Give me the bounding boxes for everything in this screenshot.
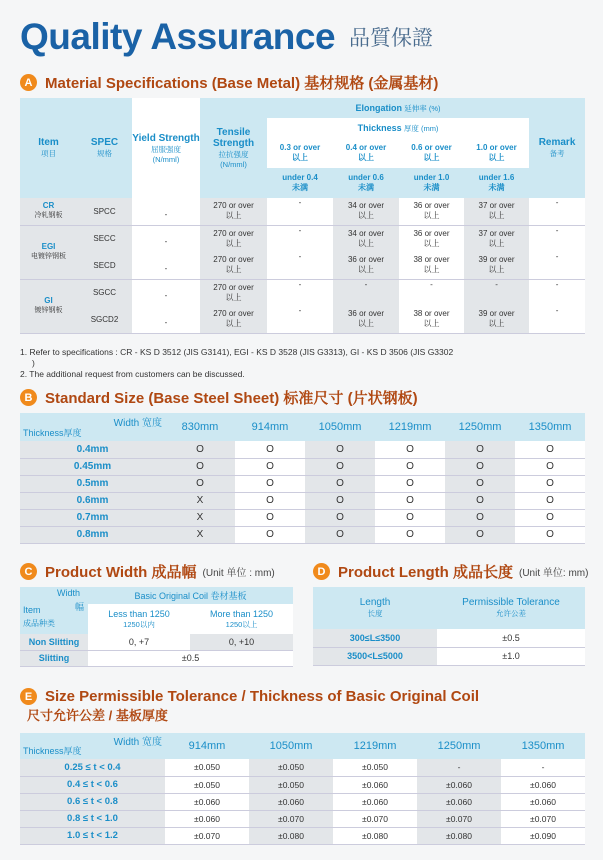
thickness-cell: 0.6mm bbox=[20, 492, 165, 509]
header-corner bbox=[20, 587, 88, 634]
elong-cell: 34 or over 以上 bbox=[333, 198, 399, 225]
width-header: 1050mm bbox=[269, 740, 313, 752]
yield-cell: - bbox=[132, 198, 200, 225]
tolerance-cell: ±0.070 bbox=[417, 810, 501, 827]
tolerance-cell: ±0.050 bbox=[249, 776, 333, 793]
section-d-badge: D bbox=[313, 563, 330, 580]
spec-cell: SECD bbox=[77, 252, 132, 279]
availability-cell: O bbox=[305, 492, 375, 509]
tolerance-cell: ±0.060 bbox=[165, 810, 249, 827]
tolerance-cell: ±0.070 bbox=[501, 810, 585, 827]
section-a-header bbox=[20, 72, 438, 93]
remark-cell: - bbox=[529, 225, 585, 252]
tensile-cell: 270 or over 以上 bbox=[200, 279, 267, 306]
elong-cell: 37 or over 以上 bbox=[464, 225, 529, 252]
elong-cell: 39 or over 以上 bbox=[464, 306, 529, 333]
availability-cell: O bbox=[235, 441, 305, 458]
availability-cell: O bbox=[305, 458, 375, 475]
less-header: Less than 1250 1250以内 bbox=[88, 604, 190, 634]
tensile-cell: 270 or over 以上 bbox=[200, 306, 267, 333]
header-range-4: 1.0 or over 以上 bbox=[464, 138, 529, 168]
spec-cell: SPCC bbox=[77, 198, 132, 225]
thickness-cell: 0.7mm bbox=[20, 509, 165, 526]
table-row: Non Slitting 0, +7 0, +10 bbox=[20, 634, 293, 650]
table-row bbox=[20, 827, 585, 844]
tensile-cell: 270 or over 以上 bbox=[200, 198, 267, 225]
width-header: 1250mm bbox=[437, 740, 481, 752]
coil-header: Basic Original Coil 卷材基板 bbox=[134, 591, 247, 601]
remark-cell: - bbox=[529, 306, 585, 333]
table-row: 3500<L≤5000 ±1.0 bbox=[313, 647, 585, 665]
thickness-cell: 0.8mm bbox=[20, 526, 165, 543]
availability-cell: O bbox=[375, 526, 445, 543]
tolerance-table bbox=[20, 733, 585, 845]
section-b-badge: B bbox=[20, 389, 37, 406]
tolerance-cell: ±0.060 bbox=[501, 793, 585, 810]
note-2: 2. The additional request from customers can be discussed. bbox=[20, 369, 245, 379]
group-cr: CR 冷轧钢板 bbox=[20, 198, 77, 225]
availability-cell: X bbox=[165, 492, 235, 509]
table-row bbox=[20, 793, 585, 810]
availability-cell: O bbox=[515, 458, 585, 475]
elong-cell: 36 or over 以上 bbox=[399, 198, 464, 225]
tolerance-cell: ±0.080 bbox=[333, 827, 417, 844]
note-1: 1. Refer to specifications : CR - KS D 3512 (JIS G3141), EGI - KS D 3528 (JIS G3313), GI - KS D 3506 (JIS G3302 bbox=[20, 347, 454, 357]
availability-cell: O bbox=[445, 458, 515, 475]
availability-cell: X bbox=[165, 526, 235, 543]
note-1-cont: ) bbox=[32, 358, 35, 368]
remark-cell: - bbox=[529, 198, 585, 225]
elong-cell: 34 or over 以上 bbox=[333, 225, 399, 252]
availability-cell: O bbox=[305, 509, 375, 526]
item-cn-label: 成品种类 bbox=[23, 619, 55, 628]
thickness-range-cell: 0.6 ≤ t < 0.8 bbox=[20, 793, 165, 810]
tolerance-cell: ±0.080 bbox=[417, 827, 501, 844]
section-d-header bbox=[313, 561, 588, 582]
title-cn: 品質保證 bbox=[349, 27, 434, 50]
availability-cell: O bbox=[235, 509, 305, 526]
table-row bbox=[20, 475, 585, 492]
tolerance-cell: ±0.070 bbox=[249, 810, 333, 827]
thickness-cell: 0.45mm bbox=[20, 458, 165, 475]
group-egi: EGI 电镀锌钢板 bbox=[20, 225, 77, 279]
availability-cell: O bbox=[305, 475, 375, 492]
elong-cell: - bbox=[267, 198, 333, 225]
header-range-2: 0.4 or over 以上 bbox=[333, 138, 399, 168]
tolerance-header: Permissible Tolerance 允许公差 bbox=[462, 597, 560, 618]
tolerance-cell: ±0.060 bbox=[249, 793, 333, 810]
material-spec-table bbox=[20, 98, 585, 334]
width-header: 830mm bbox=[181, 421, 219, 433]
section-d-title: Product Length 成品长度 bbox=[338, 564, 513, 581]
availability-cell: O bbox=[235, 475, 305, 492]
thickness-range-cell: 0.4 ≤ t < 0.6 bbox=[20, 776, 165, 793]
width-header: 914mm bbox=[188, 740, 226, 752]
elong-cell: - bbox=[267, 225, 333, 252]
tolerance-cell: ±0.060 bbox=[165, 793, 249, 810]
tensile-cell: 270 or over 以上 bbox=[200, 225, 267, 252]
elong-cell: 36 or over 以上 bbox=[333, 306, 399, 333]
header-item: Item 项目 bbox=[20, 98, 77, 198]
table-row bbox=[20, 458, 585, 475]
header-range-1: 0.3 or over 以上 bbox=[267, 138, 333, 168]
width-label: Width 宽度 bbox=[113, 418, 162, 429]
spec-notes bbox=[20, 347, 453, 380]
tolerance-cell: ±0.060 bbox=[501, 776, 585, 793]
yield-cell: - bbox=[132, 306, 200, 333]
availability-cell: O bbox=[445, 526, 515, 543]
width-header: 1250mm bbox=[458, 421, 502, 433]
availability-cell: X bbox=[165, 509, 235, 526]
table-row bbox=[20, 509, 585, 526]
spec-cell: SECC bbox=[77, 225, 132, 252]
product-width-table bbox=[20, 587, 293, 667]
remark-cell: - bbox=[529, 279, 585, 306]
elong-cell: - bbox=[333, 279, 399, 306]
length-header: Length 长度 bbox=[359, 597, 391, 618]
header-under-2: under 0.6 未满 bbox=[333, 168, 399, 198]
availability-cell: O bbox=[165, 475, 235, 492]
tolerance-cell: ±0.070 bbox=[333, 810, 417, 827]
availability-cell: O bbox=[445, 441, 515, 458]
standard-size-table bbox=[20, 413, 585, 544]
yield-cell: - bbox=[132, 225, 200, 252]
section-c-header bbox=[20, 561, 275, 582]
width-header: 1219mm bbox=[353, 740, 397, 752]
availability-cell: O bbox=[375, 475, 445, 492]
width-header: 1350mm bbox=[521, 740, 565, 752]
availability-cell: O bbox=[305, 441, 375, 458]
tolerance-cell: ±0.060 bbox=[417, 776, 501, 793]
tolerance-cell: ±0.090 bbox=[501, 827, 585, 844]
thickness-cell: 0.5mm bbox=[20, 475, 165, 492]
elong-cell: 38 or over 以上 bbox=[399, 306, 464, 333]
spec-cell: SGCC bbox=[77, 279, 132, 306]
availability-cell: O bbox=[165, 441, 235, 458]
tolerance-cell: ±0.050 bbox=[249, 759, 333, 776]
elong-cell: 36 or over 以上 bbox=[399, 225, 464, 252]
availability-cell: O bbox=[235, 526, 305, 543]
thickness-label: Thickness厚度 bbox=[23, 746, 82, 756]
tolerance-cell: ±0.060 bbox=[417, 793, 501, 810]
tensile-cell: 270 or over 以上 bbox=[200, 252, 267, 279]
tolerance-cell: ±0.080 bbox=[249, 827, 333, 844]
section-a-badge: A bbox=[20, 74, 37, 91]
elong-cell: - bbox=[399, 279, 464, 306]
width-header: 1050mm bbox=[318, 421, 362, 433]
section-a-title: Material Specifications (Base Metal) 基材规格 (金属基材) bbox=[45, 75, 439, 92]
section-b-header bbox=[20, 387, 418, 408]
tolerance-cell: - bbox=[417, 759, 501, 776]
table-row: Slitting ±0.5 bbox=[20, 650, 293, 666]
section-c-unit: (Unit 单位 : mm) bbox=[202, 568, 275, 579]
thickness-cell: 0.4mm bbox=[20, 441, 165, 458]
table-row bbox=[20, 441, 585, 458]
thickness-range-cell: 0.8 ≤ t < 1.0 bbox=[20, 810, 165, 827]
tolerance-cell: ±0.060 bbox=[333, 776, 417, 793]
yield-cell: - bbox=[132, 279, 200, 306]
elong-cell: - bbox=[267, 306, 333, 333]
availability-cell: O bbox=[445, 492, 515, 509]
thickness-range-cell: 1.0 ≤ t < 1.2 bbox=[20, 827, 165, 844]
availability-cell: O bbox=[165, 458, 235, 475]
header-range-3: 0.6 or over 以上 bbox=[399, 138, 464, 168]
elong-cell: 39 or over 以上 bbox=[464, 252, 529, 279]
header-remark: Remark 备考 bbox=[529, 98, 585, 198]
header-under-3: under 1.0 未满 bbox=[399, 168, 464, 198]
section-b-title: Standard Size (Base Steel Sheet) 标准尺寸 (片状钢板) bbox=[45, 390, 418, 407]
table-row bbox=[20, 776, 585, 793]
section-e-title-cn: 尺寸允许公差 / 基板厚度 bbox=[27, 708, 168, 723]
availability-cell: O bbox=[235, 492, 305, 509]
availability-cell: O bbox=[305, 526, 375, 543]
page-title bbox=[20, 10, 433, 58]
item-label: Item bbox=[23, 605, 41, 615]
section-d-unit: (Unit 单位: mm) bbox=[519, 568, 589, 579]
width-header: 914mm bbox=[251, 421, 289, 433]
availability-cell: O bbox=[515, 475, 585, 492]
product-length-table bbox=[313, 587, 585, 666]
availability-cell: O bbox=[515, 509, 585, 526]
header-tensile: Tensile Strength 拉抗强度 (N/mml) bbox=[200, 98, 267, 198]
elong-cell: - bbox=[267, 252, 333, 279]
table-row bbox=[20, 759, 585, 776]
table-row bbox=[20, 526, 585, 543]
tolerance-cell: ±0.050 bbox=[165, 759, 249, 776]
title-en: Quality Assurance bbox=[20, 16, 336, 57]
availability-cell: O bbox=[375, 492, 445, 509]
elong-cell: 36 or over 以上 bbox=[333, 252, 399, 279]
table-row bbox=[20, 492, 585, 509]
availability-cell: O bbox=[515, 441, 585, 458]
section-c-badge: C bbox=[20, 563, 37, 580]
width-header: 1350mm bbox=[528, 421, 572, 433]
remark-cell: - bbox=[529, 252, 585, 279]
tolerance-cell: ±0.050 bbox=[333, 759, 417, 776]
width-header: 1219mm bbox=[388, 421, 432, 433]
availability-cell: O bbox=[375, 509, 445, 526]
header-elongation: Elongation 延伸率 (%) bbox=[267, 98, 529, 118]
elong-cell: - bbox=[267, 279, 333, 306]
fu-label: 幅 bbox=[74, 602, 84, 612]
yield-cell: - bbox=[132, 252, 200, 279]
availability-cell: O bbox=[375, 441, 445, 458]
header-corner bbox=[20, 733, 165, 759]
width-label: Width bbox=[56, 588, 80, 598]
width-label: Width 宽度 bbox=[113, 737, 162, 748]
elong-cell: 38 or over 以上 bbox=[399, 252, 464, 279]
availability-cell: O bbox=[515, 526, 585, 543]
tolerance-cell: ±0.050 bbox=[165, 776, 249, 793]
tolerance-cell: - bbox=[501, 759, 585, 776]
thickness-range-cell: 0.25 ≤ t < 0.4 bbox=[20, 759, 165, 776]
table-row: 300≤L≤3500 ±0.5 bbox=[313, 629, 585, 647]
availability-cell: O bbox=[235, 458, 305, 475]
availability-cell: O bbox=[445, 475, 515, 492]
header-under-1: under 0.4 未满 bbox=[267, 168, 333, 198]
availability-cell: O bbox=[375, 458, 445, 475]
header-yield: Yield Strength 屈服强度 (N/mml) bbox=[132, 98, 200, 198]
elong-cell: - bbox=[464, 279, 529, 306]
tolerance-cell: ±0.060 bbox=[333, 793, 417, 810]
elong-cell: 37 or over 以上 bbox=[464, 198, 529, 225]
availability-cell: O bbox=[515, 492, 585, 509]
section-e-header bbox=[20, 688, 479, 724]
header-thickness: Thickness 厚度 (mm) bbox=[267, 118, 529, 138]
header-under-4: under 1.6 未满 bbox=[464, 168, 529, 198]
table-row bbox=[20, 810, 585, 827]
availability-cell: O bbox=[445, 509, 515, 526]
group-gi: GI 镀锌钢板 bbox=[20, 279, 77, 333]
section-e-title: Size Permissible Tolerance / Thickness of Basic Original Coil bbox=[45, 688, 480, 705]
header-corner bbox=[20, 413, 165, 441]
spec-cell: SGCD2 bbox=[77, 306, 132, 333]
thickness-label: Thickness厚度 bbox=[23, 428, 82, 438]
section-c-title: Product Width 成品幅 bbox=[45, 564, 197, 581]
tolerance-cell: ±0.070 bbox=[165, 827, 249, 844]
section-e-badge: E bbox=[20, 688, 37, 705]
more-header: More than 1250 1250以上 bbox=[190, 604, 293, 634]
header-spec: SPEC 规格 bbox=[77, 98, 132, 198]
